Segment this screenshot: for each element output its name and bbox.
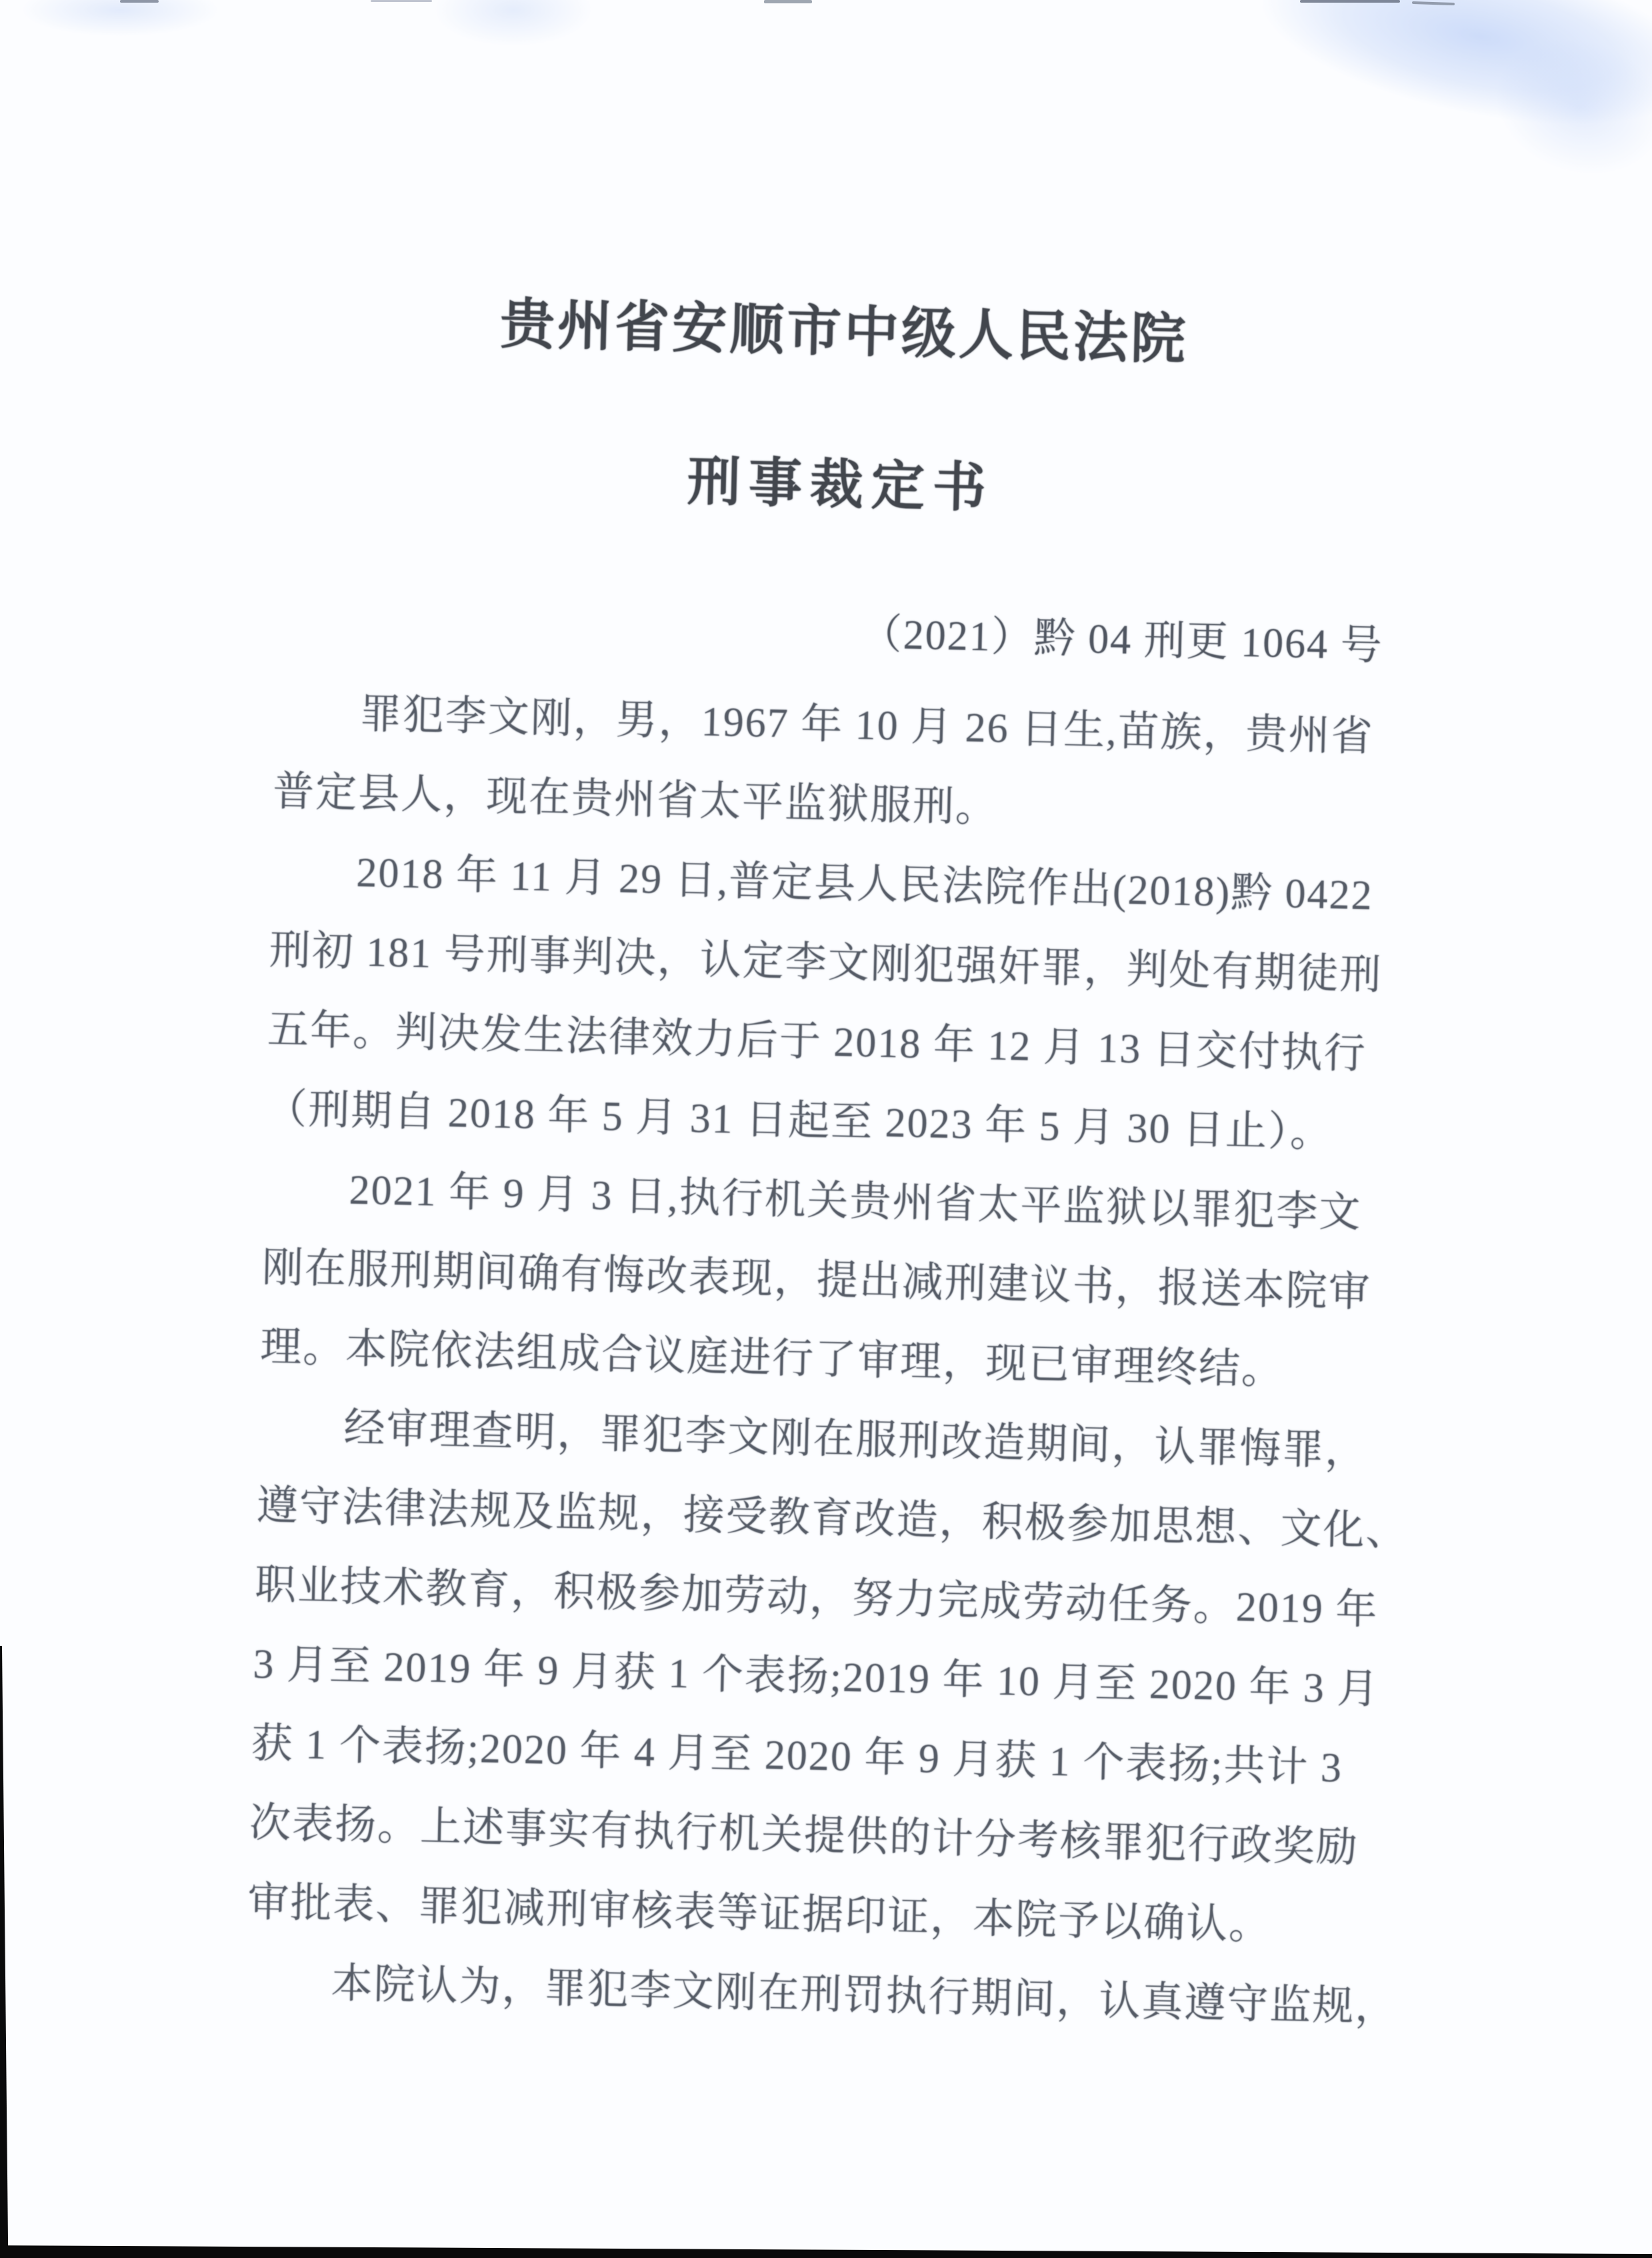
document-type-heading: 刑事裁定书 [686, 453, 995, 519]
body-line: 普定县人，现在贵州省太平监狱服刑。 [272, 769, 999, 831]
body-line: 2021 年 9 月 3 日,执行机关贵州省太平监狱以罪犯李文 [348, 1167, 1363, 1236]
body-line: 2018 年 11 月 29 日,普定县人民法院作出(2018)黔 0422 [355, 850, 1374, 919]
scan-mark-top-edge [1300, 0, 1400, 3]
body-line: 次表扬。上述事实有执行机关提供的计分考核罪犯行政奖励 [249, 1800, 1359, 1871]
body-line: 刑初 181 号刑事判决，认定李文刚犯强奸罪，判处有期徒刑 [269, 927, 1383, 998]
body-line: 获 1 个表扬;2020 年 4 月至 2020 年 9 月获 1 个表扬;共计 3 [251, 1721, 1343, 1791]
body-line: 经审理查明，罪犯李文刚在服刑改造期间，认罪悔罪， [343, 1405, 1369, 1474]
body-line: 3 月至 2019 年 9 月获 1 个表扬;2019 年 10 月至 2020 年 3 月 [252, 1641, 1381, 1713]
case-number: （2021）黔 04 刑更 1064 号 [860, 611, 1384, 669]
scan-mark-top-edge [120, 0, 159, 3]
body-line: 职业技术教育，积极参加劳动，努力完成劳动任务。2019 年 [254, 1562, 1379, 1633]
body-line: 五年。判决发生法律效力后于 2018 年 12 月 13 日交付执行 [267, 1006, 1367, 1078]
court-name-heading: 贵州省安顺市中级人民法院 [499, 293, 1189, 371]
body-line: 理。本院依法组成合议庭进行了审理，现已审理终结。 [259, 1324, 1285, 1393]
body-line: 刚在服刑期间确有悔改表现，提出减刑建议书，报送本院审 [261, 1244, 1372, 1316]
body-line: （刑期自 2018 年 5 月 31 日起至 2023 年 5 月 30 日止）。 [265, 1086, 1333, 1156]
scan-mark-top-edge [1412, 1, 1455, 5]
body-line: 罪犯李文刚，男，1967 年 10 月 26 日生,苗族，贵州省 [359, 691, 1375, 760]
body-line: 审批表、罪犯减刑审核表等证据印证，本院予以确认。 [247, 1879, 1272, 1949]
scan-mark-top-edge [371, 0, 432, 2]
body-line: 本院认为，罪犯李文刚在刑罚执行期间，认真遵守监规， [330, 1961, 1399, 2031]
body-line: 遵守法律法规及监规，接受教育改造，积极参加思想、文化、 [256, 1482, 1409, 1554]
document-body [245, 673, 1448, 2048]
scan-mark-top-edge [764, 0, 812, 3]
